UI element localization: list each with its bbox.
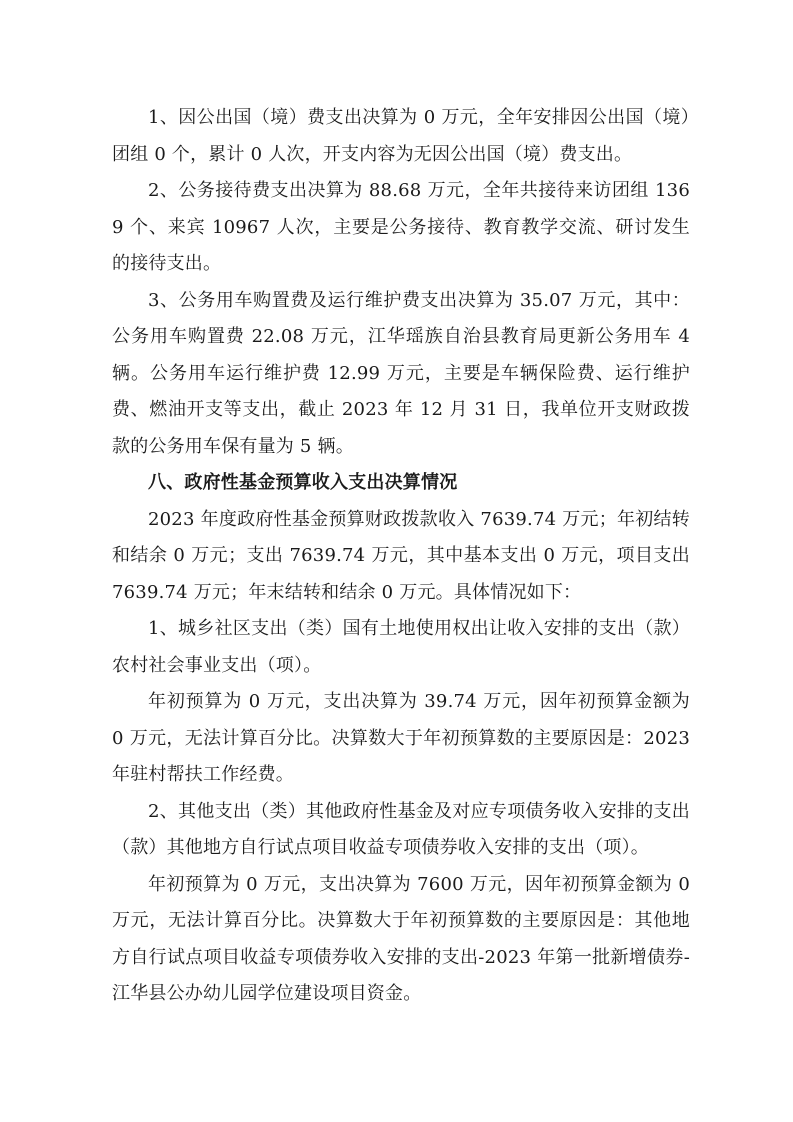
section-heading: 八、政府性基金预算收入支出决算情况: [148, 472, 458, 493]
paragraph-item-2-detail: 年初预算为 0 万元，支出决算为 7600 万元，因年初预算金额为 0 万元，无法计算百分比。决算数大于年初预算数的主要原因是：其他地方自行试点项目收益专项债券收入安排的支出-2023 年第一批新增债券-江华县公办幼儿园学位建设项目资金。: [112, 873, 690, 1004]
document-body: [112, 100, 690, 1013]
paragraph-outbound-travel: 1、因公出国（境）费支出决算为 0 万元，全年安排因公出国（境）团组 0 个，累计 0 人次，开支内容为无因公出国（境）费支出。: [112, 107, 690, 165]
paragraph-item-2-title: 2、其他支出（类）其他政府性基金及对应专项债务收入安排的支出（款）其他地方自行试点项目收益专项债券收入安排的支出（项）。: [112, 800, 690, 858]
paragraph-fund-summary: 2023 年度政府性基金预算财政拨款收入 7639.74 万元；年初结转和结余 0 万元；支出 7639.74 万元，其中基本支出 0 万元，项目支出 7639.74 万元；年末结转和结余 0 万元。具体情况如下：: [112, 508, 690, 603]
paragraph-official-reception: 2、公务接待费支出决算为 88.68 万元，全年共接待来访团组 1369 个、来宾 10967 人次，主要是公务接待、教育教学交流、研讨发生的接待支出。: [112, 180, 690, 274]
paragraph-official-vehicles: 3、公务用车购置费及运行维护费支出决算为 35.07 万元，其中：公务用车购置费 22.08 万元，江华瑶族自治县教育局更新公务用车 4 辆。公务用车运行维护费 12.99 万元，主要是车辆保险费、运行维护费、燃油开支等支出，截止 2023 年 12 月 31 日，我单位开支财政拨款的公务用车保有量为 5 辆。: [112, 289, 690, 457]
paragraph-item-1-detail: 年初预算为 0 万元，支出决算为 39.74 万元，因年初预算金额为 0 万元，无法计算百分比。决算数大于年初预算数的主要原因是：2023 年驻村帮扶工作经费。: [112, 691, 690, 785]
paragraph-item-1-title: 1、城乡社区支出（类）国有土地使用权出让收入安排的支出（款）农村社会事业支出（项）。: [112, 618, 690, 676]
